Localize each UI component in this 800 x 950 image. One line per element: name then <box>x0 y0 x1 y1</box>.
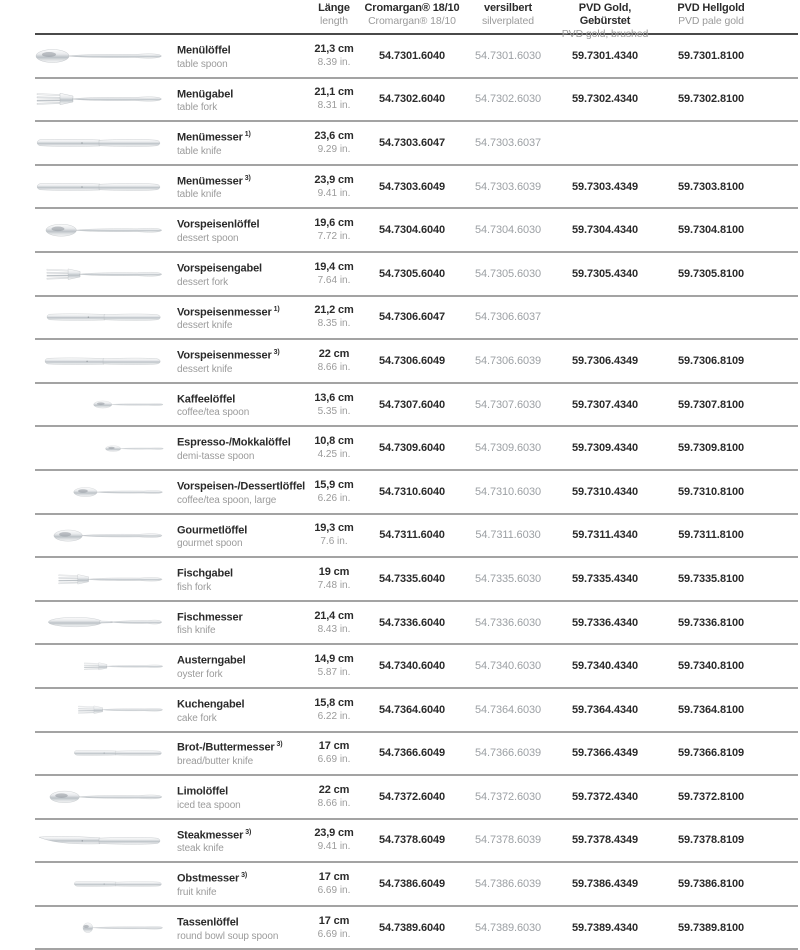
item-length-in: 9.29 in. <box>317 143 351 155</box>
column-header-silverplated-de: versilbert <box>483 2 533 14</box>
article-number-pvd-gold: 59.7386.4349 <box>571 878 639 891</box>
article-number-cromargan: 54.7305.6040 <box>378 267 446 280</box>
item-note: 3) <box>241 872 248 880</box>
table-row <box>35 471 798 515</box>
cutlery-image <box>77 921 165 935</box>
table-row <box>35 297 798 341</box>
table-row <box>35 384 798 428</box>
item-length-in: 8.66 in. <box>317 361 351 373</box>
table-header <box>35 0 798 40</box>
item-note: 3) <box>244 174 251 182</box>
table-row <box>35 602 798 646</box>
article-number-pvd-gold: 59.7364.4340 <box>571 703 639 716</box>
column-header-cromargan-en: Cromargan® 18/10 <box>368 15 456 27</box>
table-row <box>35 122 798 166</box>
article-number-silverplated: 54.7336.6030 <box>474 616 542 629</box>
item-length-in: 8.43 in. <box>317 623 351 635</box>
cutlery-image <box>57 571 165 588</box>
item-length-in: 7.64 in. <box>317 274 351 286</box>
article-number-cromargan: 54.7310.6040 <box>378 485 446 498</box>
article-number-pvd-pale-gold: 59.7304.8100 <box>677 224 745 237</box>
item-name-en: coffee/tea spoon, large <box>177 494 277 506</box>
item-name-en: bread/butter knife <box>177 756 254 768</box>
item-name-de: Vorspeisenmesser <box>177 306 272 319</box>
item-note: 3) <box>273 349 280 357</box>
article-number-silverplated: 54.7306.6039 <box>474 354 542 367</box>
item-length-cm: 13,6 cm <box>314 391 354 404</box>
article-number-cromargan: 54.7303.6047 <box>378 136 446 149</box>
item-length-cm: 14,9 cm <box>314 653 354 666</box>
item-length-cm: 10,8 cm <box>314 435 354 448</box>
article-number-pvd-gold: 59.7336.4340 <box>571 616 639 629</box>
article-number-pvd-pale-gold: 59.7307.8100 <box>677 398 745 411</box>
article-number-silverplated: 54.7372.6030 <box>474 790 542 803</box>
item-length-cm: 21,2 cm <box>314 304 354 317</box>
item-name-en: table knife <box>177 189 222 201</box>
item-length-cm: 21,1 cm <box>314 86 354 99</box>
item-length-in: 7.72 in. <box>317 231 351 243</box>
article-number-silverplated: 54.7386.6039 <box>474 878 542 891</box>
column-header-silverplated-en: silverplated <box>482 15 534 27</box>
item-length-in: 7.48 in. <box>317 579 351 591</box>
table-row <box>35 340 798 384</box>
item-length-in: 6.26 in. <box>317 492 351 504</box>
item-name-en: dessert knife <box>177 320 233 332</box>
article-number-pvd-pale-gold: 59.7378.8109 <box>677 834 745 847</box>
article-number-silverplated: 54.7366.6039 <box>474 747 542 760</box>
article-number-pvd-pale-gold: 59.7335.8100 <box>677 572 745 585</box>
item-name-en: cake fork <box>177 712 217 724</box>
item-name-de: Vorspeisen-/Dessertlöffel <box>177 480 306 493</box>
item-name-en: steak knife <box>177 843 224 855</box>
article-number-pvd-pale-gold: 59.7305.8100 <box>677 267 745 280</box>
item-length-in: 6.69 in. <box>317 754 351 766</box>
article-number-pvd-gold: 59.7309.4340 <box>571 442 639 455</box>
article-number-pvd-pale-gold: 59.7311.8100 <box>678 529 744 542</box>
item-name-de: Menügabel <box>177 88 234 101</box>
item-note: 1) <box>273 305 280 313</box>
article-number-silverplated: 54.7311.6030 <box>475 529 541 542</box>
article-number-cromargan: 54.7366.6049 <box>378 747 446 760</box>
article-number-silverplated: 54.7378.6039 <box>474 834 542 847</box>
article-number-cromargan: 54.7306.6049 <box>378 354 446 367</box>
article-number-pvd-gold: 59.7302.4340 <box>571 93 639 106</box>
cutlery-image <box>43 352 165 371</box>
article-number-pvd-pale-gold: 59.7301.8100 <box>677 49 745 62</box>
article-number-silverplated: 54.7303.6037 <box>474 136 542 149</box>
table-body <box>35 35 800 950</box>
table-row <box>35 515 798 559</box>
article-number-silverplated: 54.7335.6030 <box>474 572 542 585</box>
article-number-pvd-pale-gold: 59.7366.8109 <box>677 747 745 760</box>
item-length-in: 8.39 in. <box>317 56 351 68</box>
table-row <box>35 776 798 820</box>
cutlery-image <box>35 177 165 197</box>
article-number-pvd-gold: 59.7303.4349 <box>571 180 639 193</box>
column-header-pvd-pale-gold-de: PVD Hellgold <box>677 2 745 14</box>
article-number-silverplated: 54.7364.6030 <box>474 703 542 716</box>
article-number-cromargan: 54.7372.6040 <box>378 790 446 803</box>
article-number-pvd-gold: 59.7304.4340 <box>571 224 639 237</box>
item-length-in: 6.22 in. <box>317 710 351 722</box>
article-number-pvd-gold: 59.7340.4340 <box>571 660 639 673</box>
article-number-pvd-gold: 59.7372.4340 <box>571 790 639 803</box>
item-name-en: dessert knife <box>177 363 233 375</box>
item-length-in: 5.35 in. <box>317 405 351 417</box>
item-length-cm: 22 cm <box>318 783 350 796</box>
item-name-de: Menümesser <box>177 175 243 188</box>
table-row <box>35 166 798 210</box>
column-header-length <box>305 2 363 28</box>
item-length-cm: 19,3 cm <box>314 522 354 535</box>
item-length-cm: 21,4 cm <box>314 609 354 622</box>
article-number-cromargan: 54.7306.6047 <box>378 311 446 324</box>
cutlery-image <box>37 831 165 851</box>
column-header-pvd-gold-de: PVD Gold, Gebürstet <box>578 2 632 27</box>
item-length-cm: 19,6 cm <box>314 217 354 230</box>
item-length-cm: 21,3 cm <box>314 42 354 55</box>
article-number-silverplated: 54.7305.6030 <box>474 267 542 280</box>
item-length-cm: 22 cm <box>318 347 350 360</box>
item-length-in: 8.35 in. <box>317 318 351 330</box>
article-number-silverplated: 54.7303.6039 <box>474 180 542 193</box>
cutlery-image <box>83 660 165 673</box>
article-number-cromargan: 54.7309.6040 <box>378 442 446 455</box>
article-number-pvd-pale-gold: 59.7306.8109 <box>677 354 745 367</box>
table-row <box>35 733 798 777</box>
item-name-de: Steakmesser <box>177 829 244 842</box>
item-name-en: fish knife <box>177 625 216 637</box>
item-length-in: 6.69 in. <box>317 928 351 940</box>
cutlery-image <box>53 527 165 544</box>
article-number-pvd-gold: 59.7301.4340 <box>571 49 639 62</box>
item-name-de: Austerngabel <box>177 654 246 667</box>
item-name-de: Fischmesser <box>177 611 243 624</box>
cutlery-image <box>73 877 165 891</box>
article-number-silverplated: 54.7307.6030 <box>474 398 542 411</box>
item-note: 1) <box>244 131 251 139</box>
item-length-in: 6.69 in. <box>317 885 351 897</box>
table-row <box>35 79 798 123</box>
item-name-en: round bowl soup spoon <box>177 930 279 942</box>
column-header-cromargan-de: Cromargan® 18/10 <box>364 2 460 14</box>
article-number-pvd-pale-gold: 59.7309.8100 <box>677 442 745 455</box>
cutlery-image <box>47 613 165 631</box>
article-number-pvd-pale-gold: 59.7303.8100 <box>677 180 745 193</box>
article-number-pvd-gold: 59.7311.4340 <box>572 529 638 542</box>
item-name-en: coffee/tea spoon <box>177 407 250 419</box>
item-length-in: 9.41 in. <box>317 187 351 199</box>
article-number-cromargan: 54.7378.6049 <box>378 834 446 847</box>
item-name-en: dessert fork <box>177 276 229 288</box>
article-number-silverplated: 54.7302.6030 <box>474 93 542 106</box>
column-header-silverplated <box>461 2 555 28</box>
cutlery-image <box>45 265 165 283</box>
item-name-de: Vorspeisengabel <box>177 262 262 275</box>
table-row <box>35 209 798 253</box>
article-number-pvd-pale-gold: 59.7372.8100 <box>677 790 745 803</box>
article-number-silverplated: 54.7301.6030 <box>474 49 542 62</box>
item-length-cm: 15,9 cm <box>314 478 354 491</box>
item-name-de: Vorspeisenmesser <box>177 349 272 362</box>
article-number-silverplated: 54.7304.6030 <box>474 224 542 237</box>
item-name-en: gourmet spoon <box>177 538 243 550</box>
item-name-en: dessert spoon <box>177 233 239 244</box>
column-header-pvd-gold-en: PVD gold, brushed <box>561 28 649 40</box>
item-name-en: iced tea spoon <box>177 799 241 811</box>
column-header-pvd-pale-gold <box>655 2 767 28</box>
column-header-pvd-pale-gold-en: PVD pale gold <box>678 15 744 27</box>
item-name-en: table fork <box>177 102 218 114</box>
item-name-en: table spoon <box>177 58 228 70</box>
article-number-cromargan: 54.7340.6040 <box>378 660 446 673</box>
article-number-pvd-pale-gold: 59.7336.8100 <box>677 616 745 629</box>
article-number-pvd-gold: 59.7366.4349 <box>571 747 639 760</box>
cutlery-image <box>45 308 165 326</box>
item-length-cm: 17 cm <box>318 740 350 753</box>
article-number-pvd-gold: 59.7306.4349 <box>571 354 639 367</box>
cutlery-image <box>73 485 165 499</box>
table-row <box>35 689 798 733</box>
article-number-pvd-pale-gold: 59.7386.8100 <box>677 878 745 891</box>
item-length-in: 4.25 in. <box>317 449 351 461</box>
cutlery-image <box>45 221 165 239</box>
table-row <box>35 820 798 864</box>
article-number-cromargan: 54.7389.6040 <box>378 921 446 934</box>
item-length-cm: 15,8 cm <box>314 696 354 709</box>
item-length-cm: 19 cm <box>318 565 350 578</box>
article-number-pvd-gold: 59.7310.4340 <box>571 485 639 498</box>
item-name-de: Kuchengabel <box>177 698 245 711</box>
article-number-pvd-gold: 59.7378.4349 <box>571 834 639 847</box>
article-number-cromargan: 54.7386.6049 <box>378 878 446 891</box>
column-header-length-en: length <box>319 15 348 27</box>
item-name-de: Limolöffel <box>177 785 229 798</box>
column-header-cromargan <box>363 2 461 28</box>
cutlery-image <box>35 46 165 66</box>
article-number-pvd-gold: 59.7335.4340 <box>571 572 639 585</box>
table-row <box>35 558 798 602</box>
item-length-cm: 23,9 cm <box>314 827 354 840</box>
item-name-de: Vorspeisenlöffel <box>177 219 260 231</box>
article-number-cromargan: 54.7311.6040 <box>379 529 445 542</box>
item-name-en: demi-tasse spoon <box>177 450 255 462</box>
table-row <box>35 35 798 79</box>
item-length-cm: 19,4 cm <box>314 260 354 273</box>
article-number-cromargan: 54.7307.6040 <box>378 398 446 411</box>
item-name-de: Tassenlöffel <box>177 916 239 929</box>
article-number-cromargan: 54.7336.6040 <box>378 616 446 629</box>
item-length-cm: 17 cm <box>318 871 350 884</box>
article-number-cromargan: 54.7304.6040 <box>378 224 446 237</box>
article-number-pvd-pale-gold: 59.7389.8100 <box>677 921 745 934</box>
article-number-cromargan: 54.7364.6040 <box>378 703 446 716</box>
cutlery-image <box>93 399 165 410</box>
item-name-en: fruit knife <box>177 886 217 898</box>
article-number-cromargan: 54.7302.6040 <box>378 93 446 106</box>
item-length-in: 8.66 in. <box>317 797 351 809</box>
cutlery-image <box>77 703 165 717</box>
article-number-silverplated: 54.7309.6030 <box>474 442 542 455</box>
item-name-de: Gourmetlöffel <box>177 524 248 537</box>
article-number-pvd-pale-gold: 59.7310.8100 <box>677 485 745 498</box>
item-length-in: 7.6 in. <box>320 536 348 548</box>
column-header-length-de: Länge <box>318 2 350 14</box>
article-number-silverplated: 54.7306.6037 <box>474 311 542 324</box>
article-number-pvd-pale-gold: 59.7364.8100 <box>677 703 745 716</box>
item-length-cm: 23,6 cm <box>314 129 354 142</box>
item-name-en: oyster fork <box>177 668 223 680</box>
item-length-in: 5.87 in. <box>317 667 351 679</box>
item-name-de: Menülöffel <box>177 44 231 57</box>
table-row <box>35 427 798 471</box>
item-name-de: Menümesser <box>177 131 243 144</box>
article-number-silverplated: 54.7389.6030 <box>474 921 542 934</box>
table-row <box>35 863 798 907</box>
item-length-in: 8.31 in. <box>317 100 351 112</box>
item-note: 3) <box>245 828 252 836</box>
item-name-de: Obstmesser <box>177 872 240 885</box>
column-header-pvd-gold <box>555 2 655 41</box>
item-name-de: Espresso-/Mokkalöffel <box>177 436 291 449</box>
table-row <box>35 253 798 297</box>
article-number-cromargan: 54.7303.6049 <box>378 180 446 193</box>
cutlery-image <box>73 746 165 760</box>
item-name-de: Fischgabel <box>177 567 233 580</box>
item-note: 3) <box>276 741 283 749</box>
item-name-en: fish fork <box>177 581 212 593</box>
article-number-pvd-gold: 59.7305.4340 <box>571 267 639 280</box>
article-number-cromargan: 54.7335.6040 <box>378 572 446 585</box>
cutlery-image <box>105 444 165 453</box>
article-number-pvd-gold: 59.7307.4340 <box>571 398 639 411</box>
table-row <box>35 645 798 689</box>
cutlery-image <box>49 788 165 806</box>
article-number-pvd-pale-gold: 59.7340.8100 <box>677 660 745 673</box>
item-name-de: Kaffeelöffel <box>177 393 236 406</box>
item-name-de: Brot-/Buttermesser <box>177 742 275 755</box>
item-length-cm: 17 cm <box>318 914 350 927</box>
item-name-en: table knife <box>177 145 222 157</box>
item-length-cm: 23,9 cm <box>314 173 354 186</box>
cutlery-image <box>35 89 165 109</box>
cutlery-image <box>35 133 165 153</box>
table-row <box>35 907 798 950</box>
article-number-pvd-pale-gold: 59.7302.8100 <box>677 93 745 106</box>
article-number-silverplated: 54.7340.6030 <box>474 660 542 673</box>
article-number-pvd-gold: 59.7389.4340 <box>571 921 639 934</box>
article-number-cromargan: 54.7301.6040 <box>378 49 446 62</box>
article-number-silverplated: 54.7310.6030 <box>474 485 542 498</box>
item-length-in: 9.41 in. <box>317 841 351 853</box>
